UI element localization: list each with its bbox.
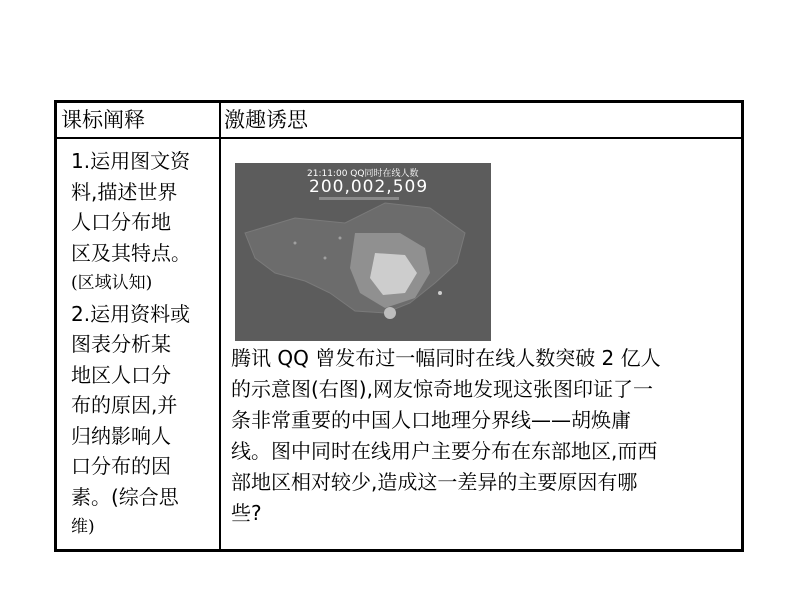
paragraph-line: 腾讯 QQ 曾发布过一幅同时在线人数突破 2 亿人 [231,346,661,370]
paragraph-line: 线。图中同时在线用户主要分布在东部地区,而西 [231,439,658,463]
curriculum-line: 人口分布地 [71,210,171,234]
curriculum-line: 维) [71,517,95,537]
paragraph-line: 的示意图(右图),网友惊奇地发现这张图印证了一 [231,377,653,401]
curriculum-line: 图表分析某 [71,332,171,356]
paragraph-line: 些? [231,501,262,525]
qq-online-map-image [235,163,491,341]
map-online-count: 200,002,509 [309,177,429,197]
paragraph-line: 条非常重要的中国人口地理分界线——胡焕庸 [231,408,631,432]
paragraph-line: 部地区相对较少,造成这一差异的主要原因有哪 [231,470,638,494]
inspiration-paragraph [231,343,743,529]
content-table [54,100,744,552]
header-curriculum: 课标阐释 [61,108,145,132]
curriculum-line: (区域认知) [71,273,153,293]
curriculum-line: 素。(综合思 [71,484,179,509]
curriculum-line: 区及其特点。 [71,240,191,265]
header-inspiration: 激趣诱思 [224,108,308,132]
curriculum-line: 地区人口分 [71,362,171,387]
column-divider [219,103,221,549]
curriculum-line: 口分布的因 [71,454,171,478]
curriculum-line: 归纳影响人 [71,423,171,448]
header-divider [57,137,741,139]
curriculum-line: 1.运用图文资 [71,149,191,173]
curriculum-line: 料,描述世界 [71,179,178,204]
curriculum-line: 2.运用资料或 [71,301,191,326]
curriculum-text [71,146,217,543]
map-subtitle-bar [319,197,399,200]
map-title: 21:11:00 QQ同时在线人数 [307,169,419,179]
curriculum-line: 布的原因,并 [71,393,178,417]
